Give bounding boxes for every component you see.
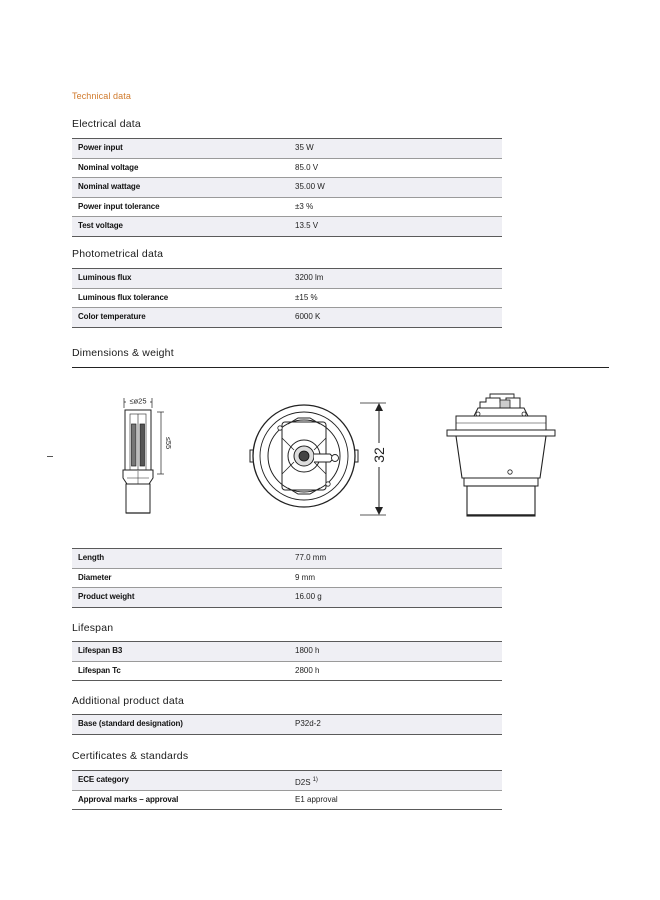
row-value: E1 approval [295, 794, 338, 804]
table-row [72, 159, 502, 179]
row-label: Product weight [78, 592, 135, 601]
row-value: 1800 h [295, 646, 320, 655]
table-row [72, 771, 502, 791]
row-label: Power input [78, 143, 123, 152]
base-front-view-drawing [248, 398, 398, 520]
additional-heading: Additional product data [72, 695, 185, 707]
row-value [295, 771, 318, 793]
section-divider [72, 367, 609, 368]
row-value: ±15 % [295, 292, 318, 302]
row-label: Power input tolerance [78, 201, 160, 211]
row-label: ECE category [78, 775, 129, 784]
row-value: 13.5 V [295, 221, 319, 230]
table-row [72, 178, 502, 198]
row-label: Approval marks – approval [78, 794, 179, 804]
table-row [72, 308, 502, 328]
table-row [72, 289, 502, 309]
row-value: 6000 K [295, 312, 321, 321]
row-label: Nominal wattage [78, 182, 141, 191]
row-label: Color temperature [78, 312, 146, 321]
row-label: Nominal voltage [78, 162, 139, 172]
row-label: Luminous flux [78, 273, 132, 282]
table-row [72, 549, 502, 569]
table-row [72, 198, 502, 218]
row-label: Lifespan Tc [78, 665, 121, 675]
base-side-view-drawing [440, 394, 562, 518]
table-row [72, 642, 502, 662]
diameter-label: ≤ø25 [129, 396, 147, 406]
row-label: Lifespan B3 [78, 646, 123, 655]
row-label: Length [78, 553, 105, 562]
lifespan-table [72, 641, 502, 681]
row-value: 3200 lm [295, 273, 324, 282]
table-row [72, 662, 502, 682]
row-value: ±3 % [295, 201, 314, 211]
row-value: 9 mm [295, 572, 315, 582]
table-row [72, 569, 502, 589]
electrical-table [72, 138, 502, 237]
row-label: Test voltage [78, 221, 123, 230]
table-row [72, 217, 502, 237]
footnote-marker: 1) [312, 777, 318, 783]
certificates-heading: Certificates & standards [72, 750, 189, 762]
table-row [72, 715, 502, 735]
table-row [72, 588, 502, 608]
table-row [72, 269, 502, 289]
row-value: 85.0 V [295, 162, 319, 172]
row-value: 16.00 g [295, 592, 322, 601]
table-row [72, 791, 502, 811]
electrical-heading: Electrical data [72, 118, 141, 130]
row-label: Luminous flux tolerance [78, 292, 169, 302]
table-row [72, 139, 502, 159]
row-value: 77.0 mm [295, 553, 327, 562]
dimensions-heading: Dimensions & weight [72, 347, 174, 359]
row-value: 2800 h [295, 665, 320, 675]
section-kicker: Technical data [72, 91, 131, 101]
additional-table [72, 714, 502, 735]
margin-mark [47, 456, 53, 457]
row-value: 35 W [295, 143, 314, 152]
row-value: P32d-2 [295, 719, 321, 728]
height-label: ≤55 [164, 436, 173, 450]
lifespan-heading: Lifespan [72, 622, 114, 634]
dimensions-table [72, 548, 502, 608]
row-value: 35.00 W [295, 182, 325, 191]
bulb-side-view-drawing [105, 392, 173, 522]
ece-value: D2S [295, 778, 311, 787]
socket-dimension-label: 32 [371, 447, 387, 463]
photometrical-heading: Photometrical data [72, 248, 164, 260]
photometrical-table [72, 268, 502, 328]
row-label: Base (standard designation) [78, 719, 183, 728]
certificates-table [72, 770, 502, 810]
row-label: Diameter [78, 572, 112, 582]
